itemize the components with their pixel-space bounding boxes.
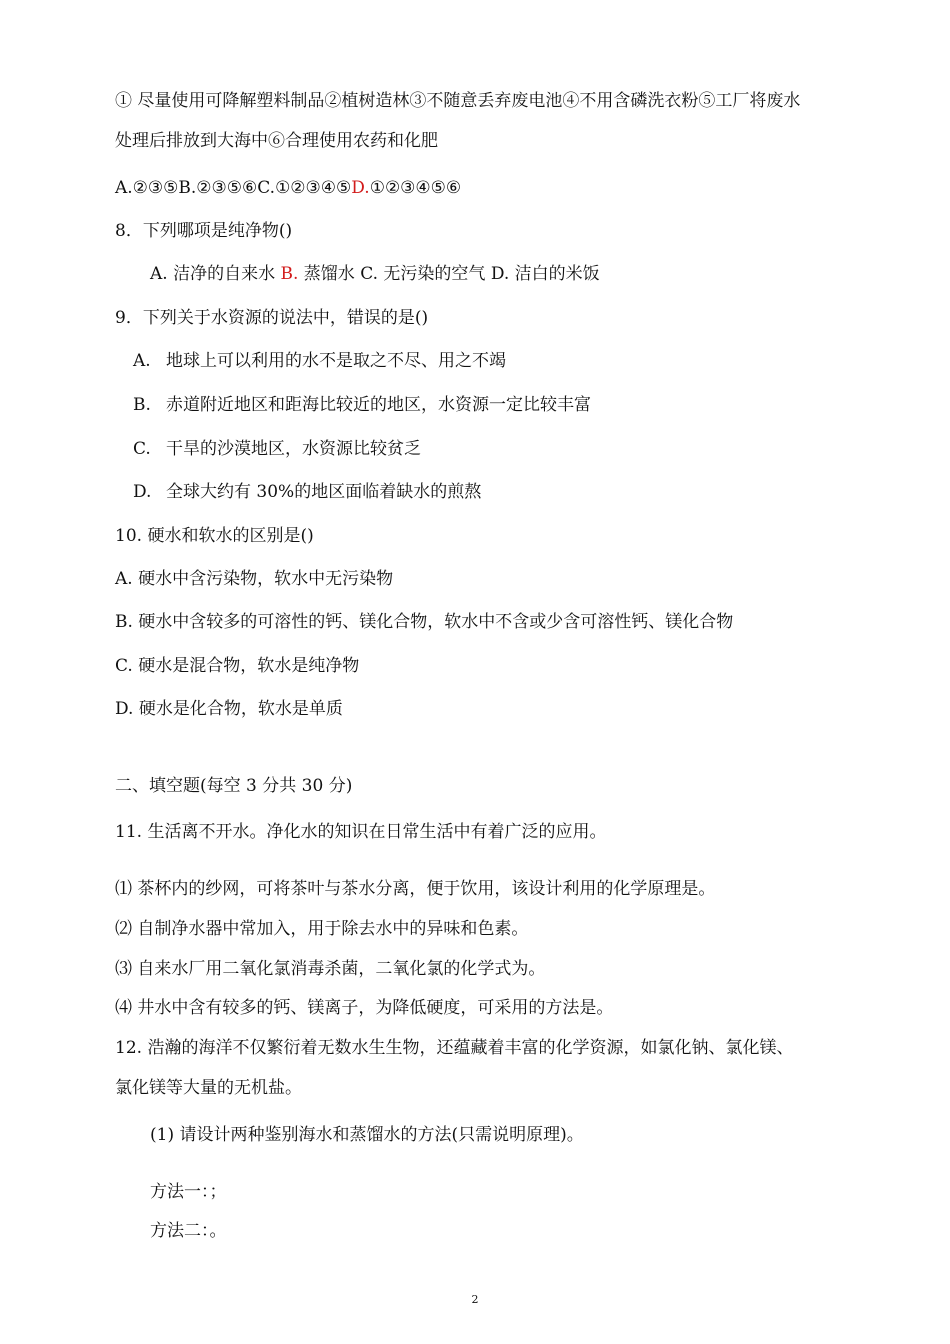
q7-options [115, 177, 461, 199]
q11-stem: 11. 生活离不开水。净化水的知识在日常生活中有着广泛的应用。 [115, 822, 607, 842]
q9-option-letter: D. [133, 482, 152, 502]
q9-option-text: 赤道附近地区和距海比较近的地区，水资源一定比较丰富 [166, 395, 591, 415]
q9-option-letter: C. [133, 439, 151, 459]
q10-stem: 10. 硬水和软水的区别是() [115, 526, 314, 546]
q9-option-letter: A. [133, 351, 151, 371]
q10-option: B. 硬水中含较多的可溶性的钙、镁化合物，软水中不含或少含可溶性钙、镁化合物 [115, 612, 734, 632]
q8-option-rest: 蒸馏水 C. 无污染的空气 D. 洁白的米饭 [298, 264, 600, 284]
q9-option [133, 350, 506, 372]
q12-method2: 方法二：。 [150, 1221, 227, 1241]
q9-option [133, 394, 591, 416]
q8-stem: 8．下列哪项是纯净物() [115, 221, 293, 241]
q8-answer-letter: B. [280, 264, 299, 284]
q10-option: D. 硬水是化合物，软水是单质 [115, 699, 343, 719]
q7-option-d-text: ①②③④⑤⑥ [369, 178, 462, 198]
q12-line1: 12. 浩瀚的海洋不仅繁衍着无数水生生物，还蕴藏着丰富的化学资源，如氯化钠、氯化镁、 [115, 1038, 794, 1058]
q11-item: ⑵ 自制净水器中常加入，用于除去水中的异味和色素。 [115, 919, 529, 939]
page-number: 2 [471, 1293, 479, 1306]
q11-item: ⑷ 井水中含有较多的钙、镁离子，为降低硬度，可采用的方法是。 [115, 998, 614, 1018]
q10-option: C. 硬水是混合物，软水是纯净物 [115, 656, 360, 676]
q11-item: ⑴ 茶杯内的纱网，可将茶叶与茶水分离，便于饮用，该设计利用的化学原理是。 [115, 879, 716, 899]
q9-option [133, 481, 481, 503]
q9-option [133, 438, 421, 460]
q8-options [150, 263, 600, 285]
q12-method1: 方法一：； [150, 1182, 227, 1202]
q12-sub1: (1) 请设计两种鉴别海水和蒸馏水的方法(只需说明原理)。 [150, 1125, 584, 1145]
q9-stem: 9．下列关于水资源的说法中，错误的是() [115, 308, 429, 328]
q10-option: A. 硬水中含污染物，软水中无污染物 [115, 569, 394, 589]
q12-line2: 氯化镁等大量的无机盐。 [115, 1078, 302, 1098]
q9-option-letter: B. [133, 395, 151, 415]
q11-item: ⑶ 自来水厂用二氧化氯消毒杀菌，二氧化氯的化学式为。 [115, 959, 546, 979]
q7-line1: ① 尽量使用可降解塑料制品②植树造林③不随意丢弃废电池④不用含磷洗衣粉⑤工厂将废水 [115, 91, 801, 111]
q7-answer-letter: D. [351, 178, 370, 198]
q9-option-text: 干旱的沙漠地区，水资源比较贫乏 [166, 439, 421, 459]
q8-option-a: A. 洁净的自来水 [150, 264, 281, 284]
q7-line2: 处理后排放到大海中⑥合理使用农药和化肥 [115, 131, 438, 151]
section-title: 二、填空题(每空 3 分共 30 分) [115, 776, 353, 796]
q9-option-text: 全球大约有 30%的地区面临着缺水的煎熬 [166, 482, 482, 502]
q7-options-a-c: A.②③⑤B.②③⑤⑥C.①②③④⑤ [115, 178, 352, 198]
q9-option-text: 地球上可以利用的水不是取之不尽、用之不竭 [166, 351, 506, 371]
